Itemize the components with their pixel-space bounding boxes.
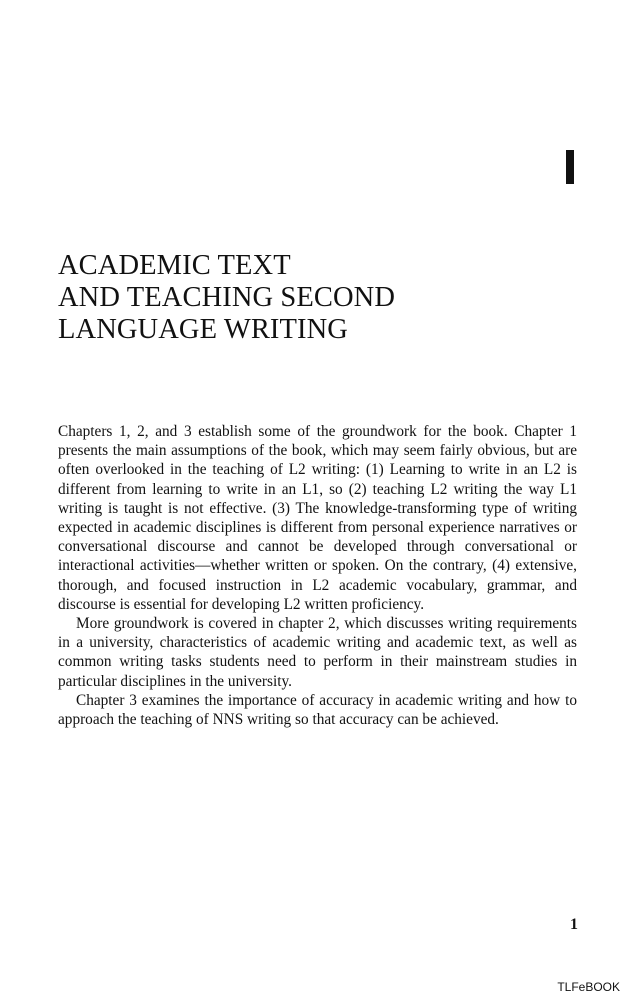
paragraph-2: More groundwork is covered in chapter 2, which discusses writing requirements in a university, characteristics of academic writing and academic text, as well as common writing tasks students need to perform in their mainstream studies in particular disciplines in the university.	[58, 615, 577, 690]
part-title-line-3: LANGUAGE WRITING	[58, 314, 348, 345]
part-title	[58, 250, 578, 346]
part-numeral	[566, 150, 574, 184]
page-number: 1	[570, 916, 578, 933]
paragraph-3: Chapter 3 examines the importance of accuracy in academic writing and how to approach the teaching of NNS writing so that accuracy can be achieved.	[58, 691, 577, 729]
part-title-line-1: ACADEMIC TEXT	[58, 250, 291, 281]
part-introduction	[58, 422, 577, 729]
part-title-line-2: AND TEACHING SECOND	[58, 282, 396, 313]
source-watermark: TLFeBOOK	[557, 980, 620, 994]
paragraph-1: Chapters 1, 2, and 3 establish some of the groundwork for the book. Chapter 1 presents the main assumptions of the book, which may seem fairly obvious, but are often overlooked in the teaching of L2 writing: (1) Learning to write in an L2 is different from learning to write in an L1, so (2) teaching L2 writing the way L1 writing is taught is not effective. (3) The knowledge-transforming type of writing expected in academic disciplines is different from personal experience narratives or conversational discourse and cannot be developed through conversational or interactional activities—whether written or spoken. On the contrary, (4) extensive, thorough, and focused instruction in L2 academic vocabulary, grammar, and discourse is essential for developing L2 written proficiency.	[58, 423, 577, 613]
